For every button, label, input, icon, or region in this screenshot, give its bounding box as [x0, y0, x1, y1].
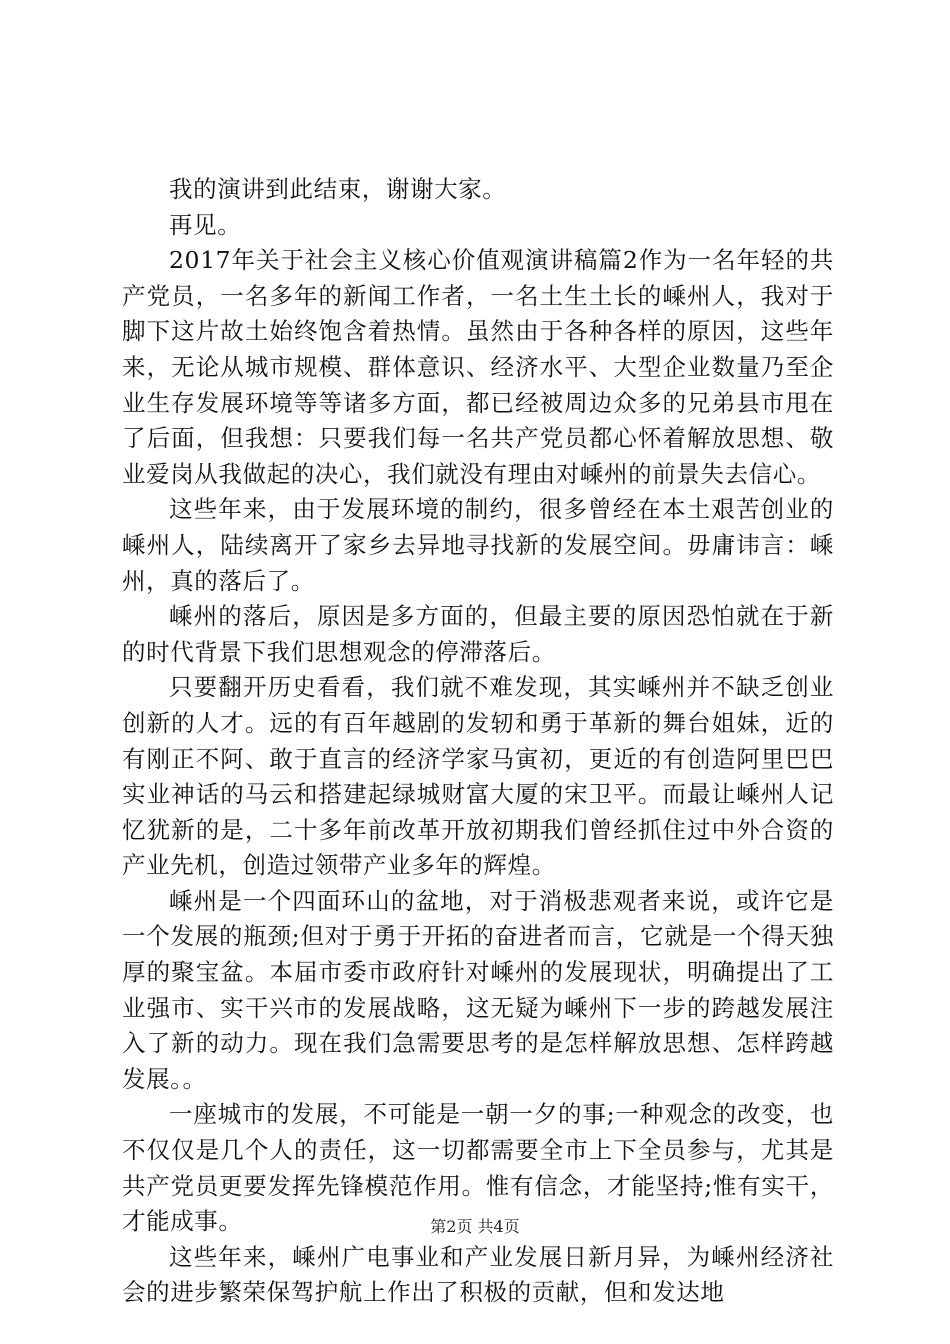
document-body: [122, 172, 834, 1311]
paragraph: 嵊州的落后，原因是多方面的，但最主要的原因恐怕就在于新的时代背景下我们思想观念的停滞落后。: [122, 602, 834, 666]
paragraph: 这些年来，由于发展环境的制约，很多曾经在本土艰苦创业的嵊州人，陆续离开了家乡去异地寻找新的发展空间。毋庸讳言：嵊州，真的落后了。: [122, 495, 834, 595]
page-footer: 第2页 共4页: [430, 1217, 520, 1236]
paragraph: 只要翻开历史看看，我们就不难发现，其实嵊州并不缺乏创业创新的人才。远的有百年越剧的发轫和勇于革新的舞台姐妹，近的有刚正不阿、敢于直言的经济学家马寅初，更近的有创造阿里巴巴实业神话的马云和搭建起绿城财富大厦的宋卫平。而最让嵊州人记忆犹新的是，二十多年前改革开放初期我们曾经抓住过中外合资的产业先机，创造过领带产业多年的辉煌。: [122, 673, 834, 880]
paragraph: 这些年来，嵊州广电事业和产业发展日新月异，为嵊州经济社会的进步繁荣保驾护航上作出了积极的贡献，但和发达地: [122, 1242, 834, 1307]
paragraph: 一座城市的发展，不可能是一朝一夕的事;一种观念的改变，也不仅仅是几个人的责任，这一切都需要全市上下全员参与，尤其是共产党员更要发挥先锋模范作用。惟有信念，才能坚持;惟有实干，才能成事。: [122, 1100, 834, 1236]
paragraph: 2017年关于社会主义核心价值观演讲稿篇2作为一名年轻的共产党员，一名多年的新闻工作者，一名土生土长的嵊州人，我对于脚下这片故土始终饱含着热情。虽然由于各种各样的原因，这些年来，无论从城市规模、群体意识、经济水平、大型企业数量乃至企业生存发展环境等等诸多方面，都已经被周边众多的兄弟县市甩在了后面，但我想：只要我们每一名共产党员都心怀着解放思想、敬业爱岗从我做起的决心，我们就没有理由对嵊州的前景失去信心。: [122, 246, 834, 488]
paragraph: 我的演讲到此结束，谢谢大家。: [169, 175, 507, 203]
paragraph: 嵊州是一个四面环山的盆地，对于消极悲观者来说，或许它是一个发展的瓶颈;但对于勇于开拓的奋进者而言，它就是一个得天独厚的聚宝盆。本届市委市政府针对嵊州的发展现状，明确提出了工业强市、实干兴市的发展战略，这无疑为嵊州下一步的跨越发展注入了新的动力。现在我们急需要思考的是怎样解放思想、怎样跨越发展。。: [122, 886, 834, 1093]
paragraph: 再见。: [169, 210, 242, 239]
